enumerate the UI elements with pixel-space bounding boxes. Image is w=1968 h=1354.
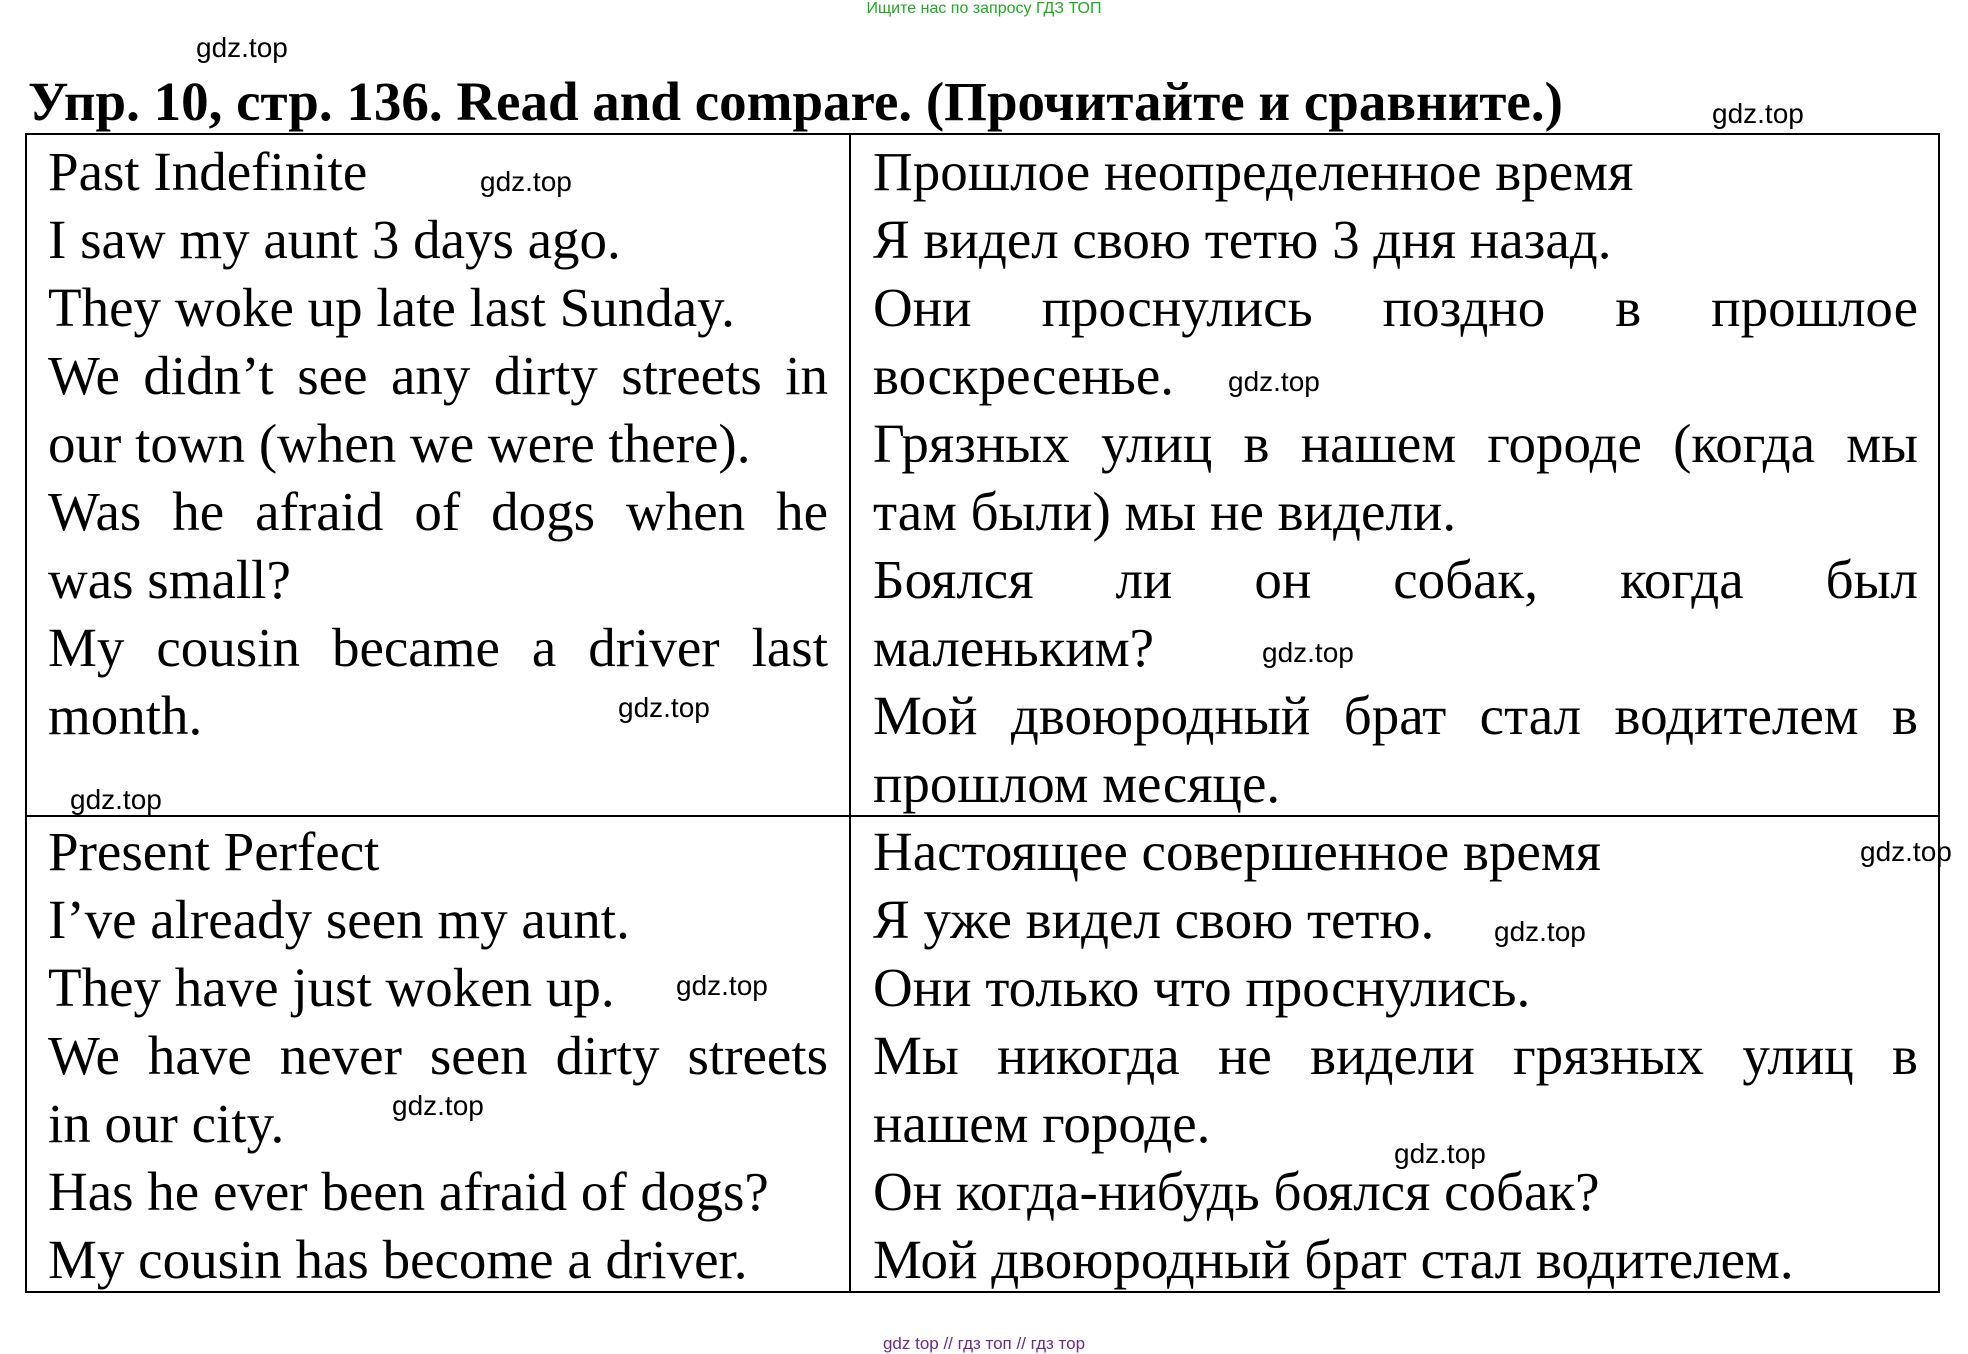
watermark: gdz.top [618,692,710,723]
watermark: gdz.top [676,970,768,1001]
sentence: I’ve already seen my aunt. [48,889,630,950]
footer: gdz top // гдз топ // гдз тор [882,1334,1086,1353]
cell-heading: Past Indefinite [48,141,368,202]
sentence: Он когда-нибудь боялся собак? [873,1161,1600,1222]
sentence: Боялся ли он собак, когда был [873,549,1918,610]
top-banner: Ищите нас по запросу ГДЗ ТОП [866,0,1102,17]
watermark: gdz.top [1394,1138,1486,1169]
cell-heading: Present Perfect [48,821,380,882]
sentence: They have just woken up. [48,957,615,1018]
watermark: gdz.top [1860,836,1952,867]
page-title: Упр. 10, стр. 136. Read and compare. (Прочитайте и сравните.) [28,71,1563,132]
sentence: was small? [48,549,291,610]
watermark: gdz.top [1228,366,1320,397]
sentence: маленьким? [873,617,1155,678]
sentence: We didn’t see any dirty streets in [48,345,828,406]
watermark: gdz.top [1494,916,1586,947]
sentence: Was he afraid of dogs when he [48,481,828,542]
table-column-divider [849,133,851,1293]
watermark: gdz.top [70,784,162,815]
cell-heading: Прошлое неопределенное время [873,141,1634,202]
sentence: Мой двоюродный брат стал водителем в [873,685,1918,746]
present-perfect-russian-cell [873,818,1918,1294]
sentence: I saw my aunt 3 days ago. [48,209,621,270]
sentence: in our city. [48,1093,285,1154]
sentence: My cousin became a driver last [48,617,828,678]
watermark: gdz.top [1262,637,1354,668]
sentence: They woke up late last Sunday. [48,277,735,338]
sentence: month. [48,685,203,746]
past-indefinite-english-cell [48,138,828,750]
watermark: gdz.top [392,1090,484,1121]
present-perfect-english-cell [48,818,828,1294]
watermark: gdz.top [1712,98,1804,129]
sentence: Мой двоюродный брат стал водителем. [873,1229,1794,1290]
sentence: Я видел свою тетю 3 дня назад. [873,209,1612,270]
sentence: Я уже видел свою тетю. [873,889,1435,950]
sentence: там были) мы не видели. [873,481,1457,542]
watermark: gdz.top [196,32,288,63]
watermark: gdz.top [480,166,572,197]
cell-heading: Настоящее совершенное время [873,821,1601,882]
sentence: Грязных улиц в нашем городе (когда мы [873,413,1918,474]
sentence: Они проснулись поздно в прошлое [873,277,1918,338]
sentence: Has he ever been afraid of dogs? [48,1161,769,1222]
past-indefinite-russian-cell [873,138,1918,818]
sentence: Они только что проснулись. [873,957,1531,1018]
sentence: воскресенье. [873,345,1175,406]
sentence: My cousin has become a driver. [48,1229,748,1290]
sentence: нашем городе. [873,1093,1211,1154]
sentence: Мы никогда не видели грязных улиц в [873,1025,1918,1086]
sentence: our town (when we were there). [48,413,751,474]
sentence: We have never seen dirty streets [48,1025,828,1086]
sentence: прошлом месяце. [873,753,1281,814]
